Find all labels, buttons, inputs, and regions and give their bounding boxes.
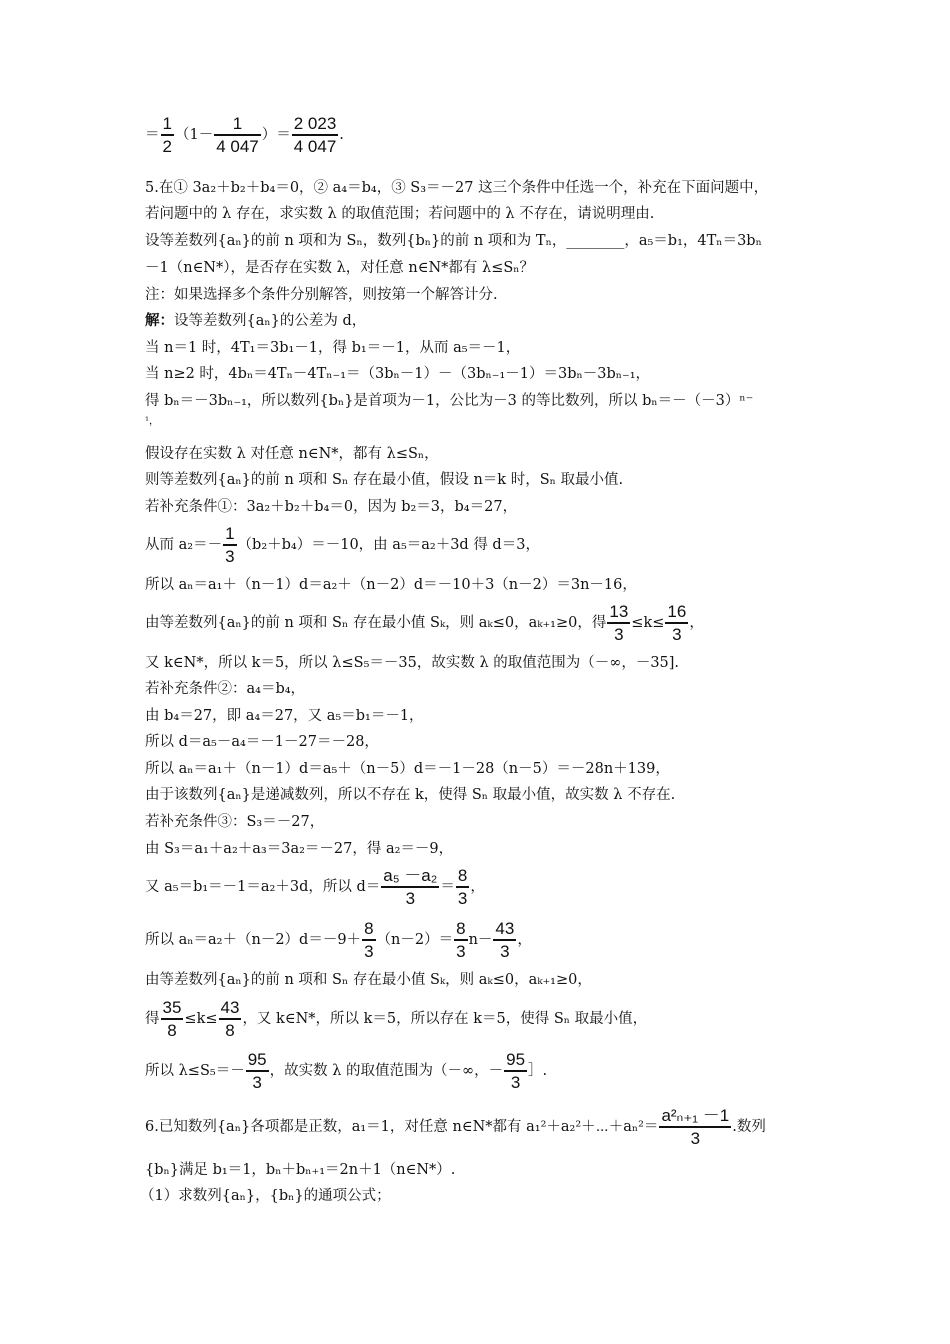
solution-line: ¹， [145, 416, 160, 427]
problem-5-line-4: －1（n∈N*），是否存在实数 λ，对任意 n∈N*都有 λ≤Sₙ？ [145, 260, 535, 276]
text: ＝ [145, 127, 160, 143]
equation-line [145, 917, 825, 963]
text: ≤k≤ [631, 615, 665, 631]
fraction: $\frac{2 023}{4 047}$ [293, 114, 337, 156]
fraction: $\frac{8}{3}$ [456, 919, 466, 961]
fraction: $\frac{\text{a²ₙ₊₁ －1}}{3}$ [661, 1106, 730, 1148]
text: . [339, 127, 344, 143]
text: 所以 λ≤S₅＝－ [145, 1063, 245, 1079]
text: ）＝ [261, 127, 291, 143]
solution-line: 所以 d＝a₅－a₄＝－1－27＝－28， [145, 734, 379, 750]
text: （b₂＋b₄）＝－10，由 a₅＝a₂＋3d 得 d＝3， [237, 537, 540, 553]
text: .数列 [732, 1119, 766, 1135]
problem-6-part-1: （1）求数列{aₙ}，{bₙ}的通项公式； [140, 1188, 391, 1204]
problem-5-line-1: 5.在① 3a₂＋b₂＋b₄＝0，② a₄＝b₄，③ S₃＝－27 这三个条件中任选一个，补充在下面问题中， [145, 180, 769, 196]
fraction: $\frac{8}{3}$ [457, 866, 468, 908]
note-line: 注：如果选择多个条件分别解答，则按第一个解答计分. [145, 287, 498, 303]
equation-line [145, 864, 825, 910]
solution-line: 所以 aₙ＝a₁＋（n－1）d＝a₅＋（n－5）d＝－1－28（n－5）＝－28n＋139， [145, 761, 670, 777]
equation-line [145, 996, 825, 1042]
problem-5-line-2: 若问题中的 λ 存在，求实数 λ 的取值范围；若问题中的 λ 不存在，请说明理由. [145, 206, 655, 222]
solution-label: 解： [145, 312, 174, 329]
fraction: $\frac{\text{a₅ －a₂}}{3}$ [383, 866, 438, 908]
equation-line [145, 112, 825, 158]
fraction: $\frac{8}{3}$ [364, 919, 374, 961]
fraction: $\frac{95}{3}$ [247, 1050, 267, 1092]
solution-line: 所以 aₙ＝a₁＋（n－1）d＝a₂＋（n－2）d＝－10＋3（n－2）＝3n－16， [145, 577, 637, 593]
solution-line: 由等差数列{aₙ}的前 n 项和 Sₙ 存在最小值 Sₖ，则 aₖ≤0，aₖ₊₁≥0， [145, 972, 592, 988]
fraction: $\frac{43}{8}$ [220, 998, 240, 1040]
fraction: $\frac{1}{4 047}$ [216, 114, 259, 156]
condition-2-line: 若补充条件②：a₄＝b₄， [145, 681, 306, 697]
solution-line: 由 b₄＝27，即 a₄＝27，又 a₅＝b₁＝－1， [145, 708, 424, 724]
problem-5-line-3: 设等差数列{aₙ}的前 n 项和为 Sₙ，数列{bₙ}的前 n 项和为 Tₙ，________，a₅＝b₁，4Tₙ＝3bₙ [145, 233, 762, 249]
problem-6-line-2: {bₙ}满足 b₁＝1，bₙ＋bₙ₊₁＝2n＋1（n∈N*）. [145, 1162, 456, 1178]
text: 设等差数列{aₙ}的公差为 d， [174, 313, 367, 329]
text: ， [689, 615, 704, 631]
text: 由等差数列{aₙ}的前 n 项和 Sₙ 存在最小值 Sₖ，则 aₖ≤0，aₖ₊₁≥0，得 [145, 615, 607, 631]
condition-3-line: 若补充条件③：S₃＝－27， [145, 814, 325, 830]
solution-line: 得 bₙ＝－3bₙ₋₁，所以数列{bₙ}是首项为－1，公比为－3 的等比数列，所以 bₙ＝－（－3）ⁿ⁻ [145, 393, 754, 409]
fraction: $\frac{95}{3}$ [506, 1050, 526, 1092]
solution-line: 当 n≥2 时，4bₙ＝4Tₙ－4Tₙ₋₁＝（3bₙ－1）－（3bₙ₋₁－1）＝3bₙ－3bₙ₋₁， [145, 366, 651, 382]
text: ，又 k∈N*，所以 k＝5，所以存在 k＝5，使得 Sₙ 取最小值， [242, 1011, 648, 1027]
solution-line: 当 n＝1 时，4T₁＝3b₁－1，得 b₁＝－1，从而 a₅＝－1， [145, 340, 521, 356]
fraction: $\frac{43}{3}$ [495, 919, 515, 961]
equation-line [145, 600, 825, 646]
text: ＝ [440, 879, 455, 895]
problem-6-line-1 [145, 1104, 825, 1150]
condition-1-line: 若补充条件①：3a₂＋b₂＋b₄＝0，因为 b₂＝3，b₄＝27， [145, 499, 518, 515]
text: 6.已知数列{aₙ}各项都是正数，a₁＝1，对任意 n∈N*都有 a₁²＋a₂²＋⋯＋aₙ²＝ [145, 1119, 659, 1135]
text: 从而 a₂＝－ [145, 537, 223, 553]
solution-line [145, 311, 825, 331]
text: ≤k≤ [184, 1011, 218, 1027]
text: ， [517, 932, 532, 948]
fraction: $\frac{1}{2}$ [162, 114, 172, 156]
solution-line: 假设存在实数 λ 对任意 n∈N*，都有 λ≤Sₙ， [145, 446, 439, 462]
solution-line: 又 k∈N*，所以 k＝5，所以 λ≤S₅＝－35，故实数 λ 的取值范围为（－∞，－35]. [145, 655, 680, 671]
text: 所以 aₙ＝a₂＋（n－2）d＝－9＋ [145, 932, 362, 948]
fraction: $\frac{13}{3}$ [609, 602, 629, 644]
fraction: $\frac{35}{8}$ [162, 998, 182, 1040]
text: 又 a₅＝b₁＝－1＝a₂＋3d，所以 d＝ [145, 879, 381, 895]
solution-line: 由 S₃＝a₁＋a₂＋a₃＝3a₂＝－27，得 a₂＝－9， [145, 841, 454, 857]
solution-line: 由于该数列{aₙ}是递减数列，所以不存在 k，使得 Sₙ 取最小值，故实数 λ 不存在. [145, 787, 676, 803]
text: （1－ [174, 127, 214, 143]
text: ，故实数 λ 的取值范围为（－∞，－ [269, 1063, 504, 1079]
equation-line [145, 1048, 825, 1094]
text: （n－2）＝ [376, 932, 454, 948]
fraction: $\frac{16}{3}$ [667, 602, 687, 644]
text: n－ [468, 932, 493, 948]
text: ， [470, 879, 485, 895]
text: ］. [528, 1063, 548, 1079]
text: 得 [145, 1011, 160, 1027]
fraction: $\frac{1}{3}$ [225, 524, 235, 566]
solution-line: 则等差数列{aₙ}的前 n 项和 Sₙ 存在最小值，假设 n＝k 时，Sₙ 取最小值. [145, 472, 624, 488]
equation-line [145, 522, 825, 568]
